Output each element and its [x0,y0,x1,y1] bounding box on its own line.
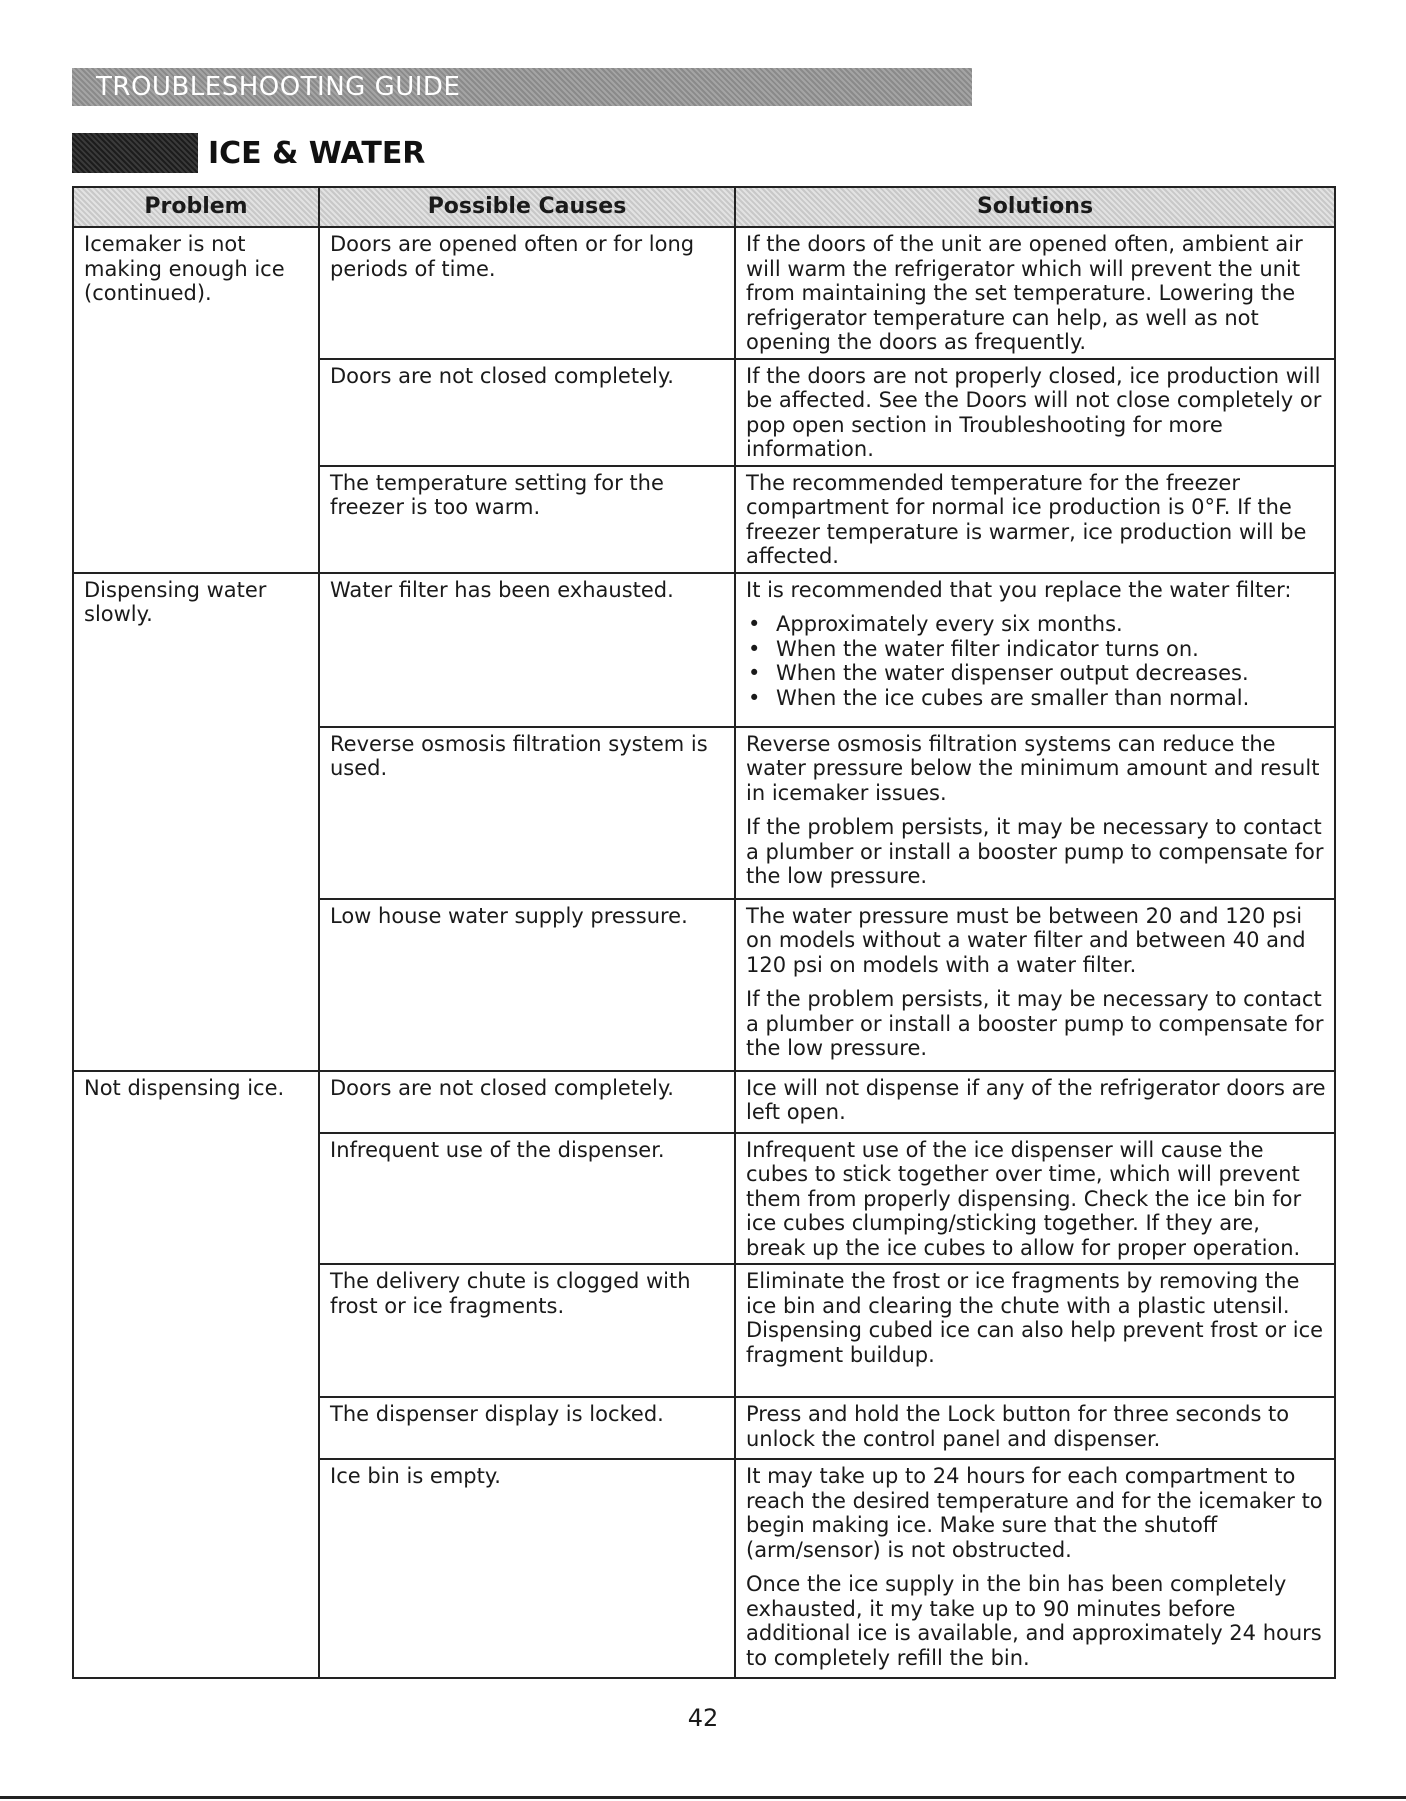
problem-cell [73,1071,319,1679]
table-row [73,227,1335,359]
solution-text: Reverse osmosis filtration systems can reduce the water pressure below the minimum amount and result in icemaker issues. [746,731,1320,805]
solution-text: Eliminate the frost or ice fragments by removing the ice bin and clearing the chute with a plastic utensil. Dispensing cubed ice can also help prevent frost or ice fragment buildup. [746,1269,1324,1367]
cause-text: Reverse osmosis filtration system is used. [330,731,708,780]
cause-cell [319,727,735,899]
troubleshooting-table [72,186,1336,1679]
problem-text: Dispensing water slowly. [84,577,267,626]
section-marker-block [72,133,198,173]
solution-cell [735,1397,1335,1459]
table-row [73,573,1335,727]
solution-cell [735,466,1335,573]
section-title: ICE & WATER [208,135,426,171]
solution-cell [735,227,1335,359]
solution-cell [735,1459,1335,1678]
solution-text: If the doors of the unit are opened often, ambient air will warm the refrigerator which will prevent the unit from maintaining the set temperature. Lowering the refrigerator temperature can help, as well as not opening the doors as frequently. [746,232,1303,354]
table-row [73,1071,1335,1133]
cause-cell [319,1133,735,1265]
problem-cell [73,227,319,573]
cause-text: The dispenser display is locked. [330,1402,664,1426]
cause-cell [319,1459,735,1678]
cause-text: Infrequent use of the dispenser. [330,1137,665,1162]
cause-cell [319,359,735,466]
column-header-problem: Problem [73,187,319,227]
solution-text: Infrequent use of the ice dispenser will cause the cubes to stick together over time, which will prevent them from properly dispensing. Check the ice bin for ice cubes clumping/sticking together. If they are, break up the ice cubes to allow for proper operation. [746,1137,1302,1260]
section-header [72,133,425,173]
problem-cell [73,573,319,1071]
table-header-row [73,187,1335,227]
cause-cell [319,466,735,573]
column-header-solutions: Solutions [735,187,1335,227]
bullet-item: • When the ice cubes are smaller than normal. [746,686,1326,711]
column-header-possible-causes: Possible Causes [319,187,735,227]
solution-bullet-list [746,612,1326,710]
solution-cell [735,899,1335,1071]
solution-cell [735,573,1335,727]
solution-text-secondary: If the problem persists, it may be necessary to contact a plumber or install a booster pump to compensate for the low pressure. [746,987,1324,1060]
cause-text: The delivery chute is clogged with frost or ice fragments. [330,1269,691,1318]
bullet-item: • Approximately every six months. [746,612,1326,637]
page-number: 42 [687,1704,719,1732]
solution-text: The recommended temperature for the freezer compartment for normal ice production is 0°F. If the freezer temperature is warmer, ice production will be affected. [746,470,1307,568]
footer-rule [0,1796,1406,1799]
solution-text: The water pressure must be between 20 and 120 psi on models without a water filter and between 40 and 120 psi on models with a water filter. [746,903,1306,977]
cause-text: Water filter has been exhausted. [330,577,674,602]
cause-cell [319,1071,735,1133]
cause-cell [319,899,735,1071]
cause-cell [319,573,735,727]
cause-text: Doors are not closed completely. [330,363,674,388]
solution-text-secondary: Once the ice supply in the bin has been completely exhausted, it my take up to 90 minutes before additional ice is available, and approximately 24 hours to completely refill the bin. [746,1572,1322,1670]
cause-cell [319,227,735,359]
cause-text: Low house water supply pressure. [330,903,688,928]
cause-cell [319,1397,735,1459]
cause-text: Doors are not closed completely. [330,1075,674,1100]
cause-text: Ice bin is empty. [330,1464,501,1488]
problem-text: Not dispensing ice. [84,1075,285,1100]
solution-cell [735,1133,1335,1265]
solution-text: Press and hold the Lock button for three seconds to unlock the control panel and dispenser. [746,1402,1290,1451]
bullet-item: • When the water filter indicator turns on. [746,637,1326,662]
cause-text: Doors are opened often or for long periods of time. [330,232,695,281]
problem-text: Icemaker is not making enough ice (continued). [84,232,285,305]
bullet-item: • When the water dispenser output decreases. [746,661,1326,686]
solution-text: If the doors are not properly closed, ice production will be affected. See the Doors will not close completely or pop open section in Troubleshooting for more information. [746,363,1322,461]
cause-text: The temperature setting for the freezer is too warm. [330,470,664,519]
solution-cell [735,1264,1335,1397]
solution-cell [735,727,1335,899]
solution-cell [735,1071,1335,1133]
cause-cell [319,1264,735,1397]
solution-cell [735,359,1335,466]
solution-text: It is recommended that you replace the water filter: [746,577,1292,602]
solution-text: It may take up to 24 hours for each compartment to reach the desired temperature and for the icemaker to begin making ice. Make sure that the shutoff (arm/sensor) is not obstructed. [746,1464,1323,1562]
solution-text-secondary: If the problem persists, it may be necessary to contact a plumber or install a booster pump to compensate for the low pressure. [746,815,1324,888]
troubleshooting-guide-banner: TROUBLESHOOTING GUIDE [72,68,972,106]
solution-text: Ice will not dispense if any of the refrigerator doors are left open. [746,1075,1326,1124]
